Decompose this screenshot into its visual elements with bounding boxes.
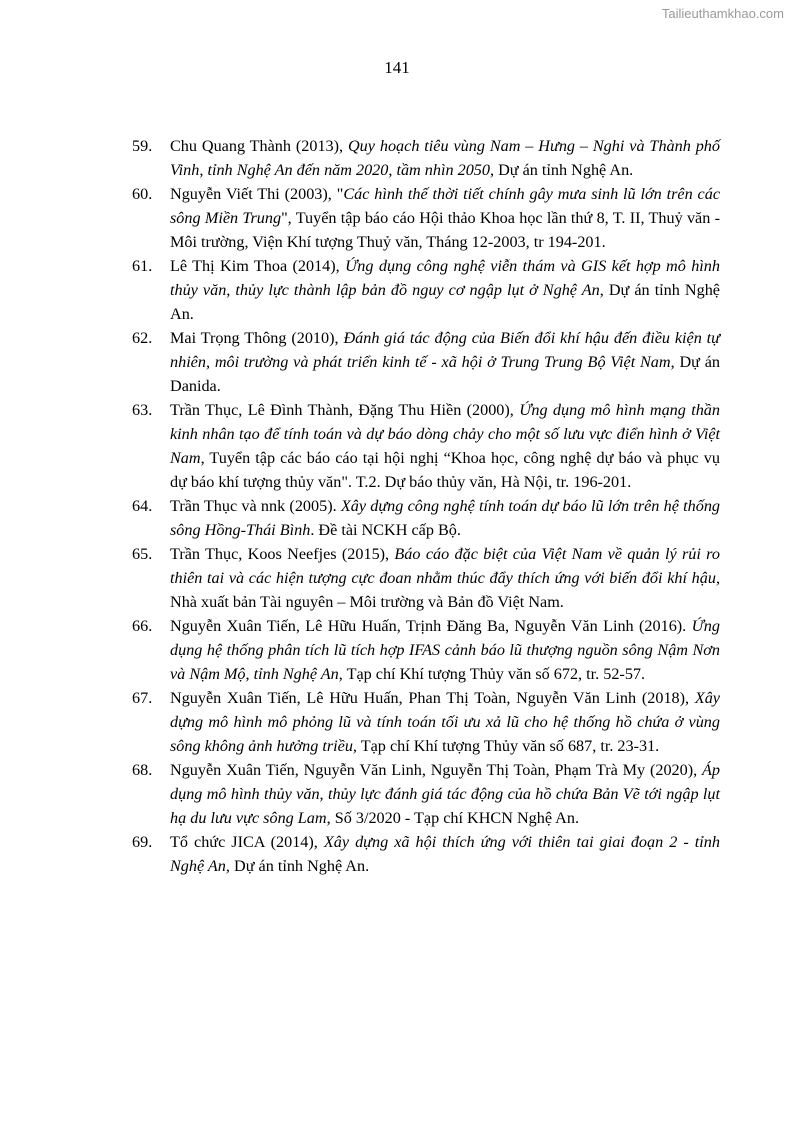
reference-title: Xây dựng mô hình mô phỏng lũ và tính toán tối ưu xả lũ cho hệ thống hồ chứa ở vùng sông không ảnh hưởng triều, — [170, 689, 720, 755]
reference-number: 65. — [132, 545, 153, 563]
watermark: Tailieuthamkhao.com — [661, 6, 784, 21]
reference-detail: Tạp chí Khí tượng Thủy văn số 687, tr. 23-31. — [356, 737, 660, 755]
reference-title: Ứng dụng hệ thống phân tích lũ tích hợp IFAS cảnh báo lũ thượng nguồn sông Nậm Nơn và Nậm Mộ, tỉnh Nghệ An — [170, 617, 720, 683]
reference-text — [170, 542, 720, 614]
reference-item — [132, 326, 720, 398]
reference-detail: , Tạp chí Khí tượng Thủy văn số 672, tr. 52-57. — [338, 665, 646, 683]
reference-detail: Mai Trọng Thông (2010), — [170, 329, 344, 347]
reference-detail: Nguyễn Xuân Tiến, Lê Hữu Huấn, Phan Thị Toàn, Nguyễn Văn Linh (2018), — [170, 689, 695, 707]
reference-item — [132, 254, 720, 326]
reference-text — [170, 758, 720, 830]
reference-number: 60. — [132, 185, 153, 203]
reference-text — [170, 830, 720, 878]
reference-item — [132, 758, 720, 830]
reference-detail: , Nhà xuất bản Tài nguyên – Môi trường và Bản đồ Việt Nam. — [170, 569, 720, 611]
reference-title: Đánh giá tác động của Biến đổi khí hậu đến điều kiện tự nhiên, môi trường và phát triển kinh tế - xã hội ở Trung Trung Bộ Việt Nam — [170, 329, 720, 371]
reference-item — [132, 494, 720, 542]
reference-detail: Nguyễn Viết Thi (2003), " — [170, 185, 344, 203]
reference-title: Ứng dụng công nghệ viễn thám và GIS kết hợp mô hình thủy văn, thủy lực thành lập bản đồ nguy cơ ngập lụt ở Nghệ An — [170, 257, 720, 299]
reference-text — [170, 398, 720, 494]
reference-title: Ứng dụng mô hình mạng thần kinh nhân tạo để tính toán và dự báo dòng chảy cho một số lưu vực điển hình ở Việt Nam — [170, 401, 720, 467]
reference-detail: Nguyễn Xuân Tiến, Lê Hữu Huấn, Trịnh Đăng Ba, Nguyễn Văn Linh (2016). — [170, 617, 692, 635]
reference-text — [170, 254, 720, 326]
reference-item — [132, 830, 720, 878]
reference-detail: Chu Quang Thành (2013), — [170, 137, 348, 155]
reference-item — [132, 614, 720, 686]
reference-detail: Nguyễn Xuân Tiến, Nguyễn Văn Linh, Nguyễn Thị Toàn, Phạm Trà My (2020), — [170, 761, 703, 779]
reference-number: 61. — [132, 257, 153, 275]
reference-detail: Dự án tỉnh Nghệ An. — [229, 857, 370, 875]
reference-number: 69. — [132, 833, 153, 851]
reference-number: 66. — [132, 617, 153, 635]
reference-title: Các hình thế thời tiết chính gây mưa sinh lũ lớn trên các sông Miền Trung — [170, 185, 720, 227]
reference-item — [132, 686, 720, 758]
reference-detail: Trần Thục, Lê Đình Thành, Đặng Thu Hiền (2000), — [170, 401, 520, 419]
reference-detail: Trần Thục, Koos Neefjes (2015), — [170, 545, 395, 563]
reference-title: Áp dụng mô hình thủy văn, thủy lực đánh giá tác động của hồ chứa Bản Vẽ tới ngập lụt hạ du lưu vực sông Lam — [170, 761, 720, 827]
reference-number: 64. — [132, 497, 153, 515]
reference-text — [170, 614, 720, 686]
reference-item — [132, 542, 720, 614]
reference-number: 59. — [132, 137, 153, 155]
reference-item — [132, 398, 720, 494]
reference-detail: Lê Thị Kim Thoa (2014), — [170, 257, 346, 275]
reference-detail: , Tuyển tập các báo cáo tại hội nghị “Khoa học, công nghệ dự báo và phục vụ dự báo khí tượng thủy văn". T.2. Dự báo thủy văn, Hà Nội, tr. 196-201. — [170, 449, 720, 491]
reference-title: Xây dựng công nghệ tính toán dự báo lũ lớn trên hệ thống sông Hồng-Thái Bình — [170, 497, 721, 539]
reference-detail: , Dự án Danida. — [170, 353, 720, 395]
reference-text — [170, 494, 720, 542]
reference-detail: Trần Thục và nnk (2005). — [170, 497, 341, 515]
reference-text — [170, 134, 720, 182]
reference-number: 67. — [132, 689, 153, 707]
reference-number: 68. — [132, 761, 153, 779]
reference-text — [170, 686, 720, 758]
reference-number: 63. — [132, 401, 153, 419]
reference-detail: Tổ chức JICA (2014), — [170, 833, 324, 851]
reference-detail: , Số 3/2020 - Tạp chí KHCN Nghệ An. — [326, 809, 580, 827]
reference-item — [132, 182, 720, 254]
reference-detail: , Dự án tỉnh Nghệ An. — [490, 161, 634, 179]
reference-text — [170, 326, 720, 398]
reference-list — [132, 134, 720, 878]
reference-title: Quy hoạch tiêu vùng Nam – Hưng – Nghi và Thành phố Vinh, tỉnh Nghệ An đến năm 2020, tầm nhìn 2050 — [170, 137, 720, 179]
reference-item — [132, 134, 720, 182]
reference-title: Xây dựng xã hội thích ứng với thiên tai giai đoạn 2 - tỉnh Nghệ An, — [170, 833, 720, 875]
reference-detail: . Đề tài NCKH cấp Bộ. — [310, 521, 461, 539]
reference-title: Báo cáo đặc biệt của Việt Nam về quản lý rủi ro thiên tai và các hiện tượng cực đoan nhằm thúc đẩy thích ứng với biến đổi khí hậu — [170, 545, 720, 587]
page-number: 141 — [384, 58, 410, 77]
reference-text — [170, 182, 720, 254]
reference-number: 62. — [132, 329, 153, 347]
reference-detail: , Dự án tỉnh Nghệ An. — [170, 281, 720, 323]
reference-detail: ", Tuyển tập báo cáo Hội thảo Khoa học lần thứ 8, T. II, Thuỷ văn - Môi trường, Viện Khí tượng Thuỷ văn, Tháng 12-2003, tr 194-201. — [170, 209, 720, 251]
